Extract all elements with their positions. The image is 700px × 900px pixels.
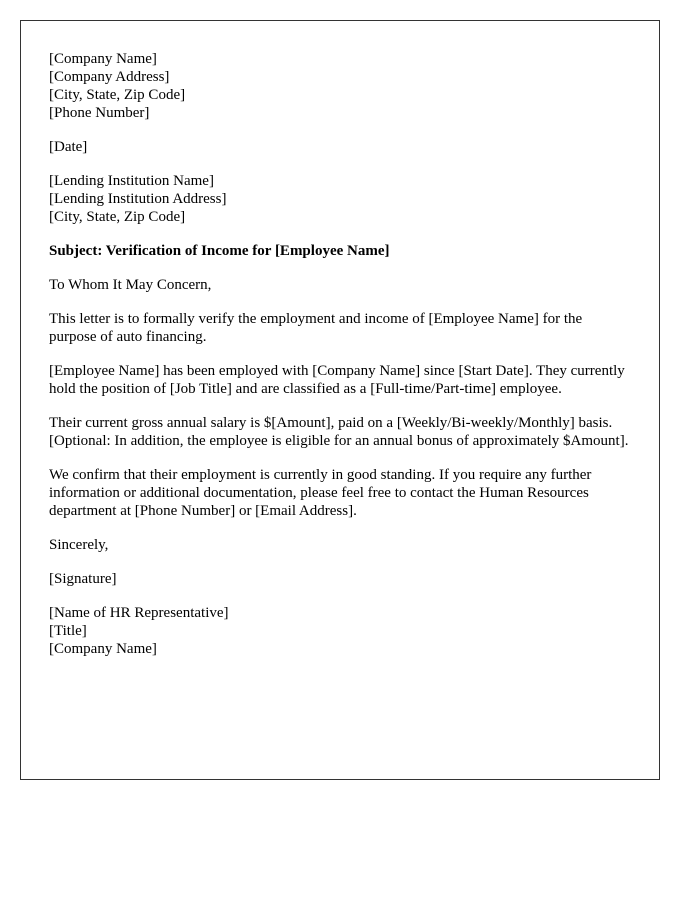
sender-phone: [Phone Number]: [49, 105, 150, 121]
date-block: [49, 138, 631, 156]
signatory-name: [Name of HR Representative]: [49, 605, 229, 621]
sender-company-name: [Company Name]: [49, 51, 157, 67]
signatory-company: [Company Name]: [49, 641, 157, 657]
sender-city-state-zip: [City, State, Zip Code]: [49, 87, 186, 103]
body-paragraph-confirmation: We confirm that their employment is currently in good standing. If you require any further information or additional documentation, please feel free to contact the Human Resources department at [Phone Number] or [Email Address].: [49, 467, 592, 519]
signatory-block: [49, 604, 631, 658]
recipient-institution-name: [Lending Institution Name]: [49, 173, 214, 189]
salutation: To Whom It May Concern,: [49, 277, 212, 293]
signatory-title: [Title]: [49, 623, 87, 639]
recipient-address-block: [49, 172, 631, 226]
body-paragraph-salary: Their current gross annual salary is $[Amount], paid on a [Weekly/Bi-weekly/Monthly] basis. [Optional: In addition, the employee is eligible for an annual bonus of approximately $Amount].: [49, 415, 629, 449]
recipient-institution-address: [Lending Institution Address]: [49, 191, 227, 207]
signature-placeholder: [Signature]: [49, 571, 117, 587]
sender-company-address: [Company Address]: [49, 69, 170, 85]
recipient-city-state-zip: [City, State, Zip Code]: [49, 209, 186, 225]
letter-date: [Date]: [49, 139, 88, 155]
body-paragraph-purpose: This letter is to formally verify the employment and income of [Employee Name] for the purpose of auto financing.: [49, 311, 583, 345]
subject-line: Subject: Verification of Income for [Employee Name]: [49, 243, 390, 259]
letter-page: [20, 20, 660, 780]
sender-address-block: [49, 50, 631, 122]
closing: Sincerely,: [49, 537, 109, 553]
body-paragraph-employment: [Employee Name] has been employed with [Company Name] since [Start Date]. They currently hold the position of [Job Title] and are classified as a [Full-time/Part-time] employee.: [49, 363, 625, 397]
